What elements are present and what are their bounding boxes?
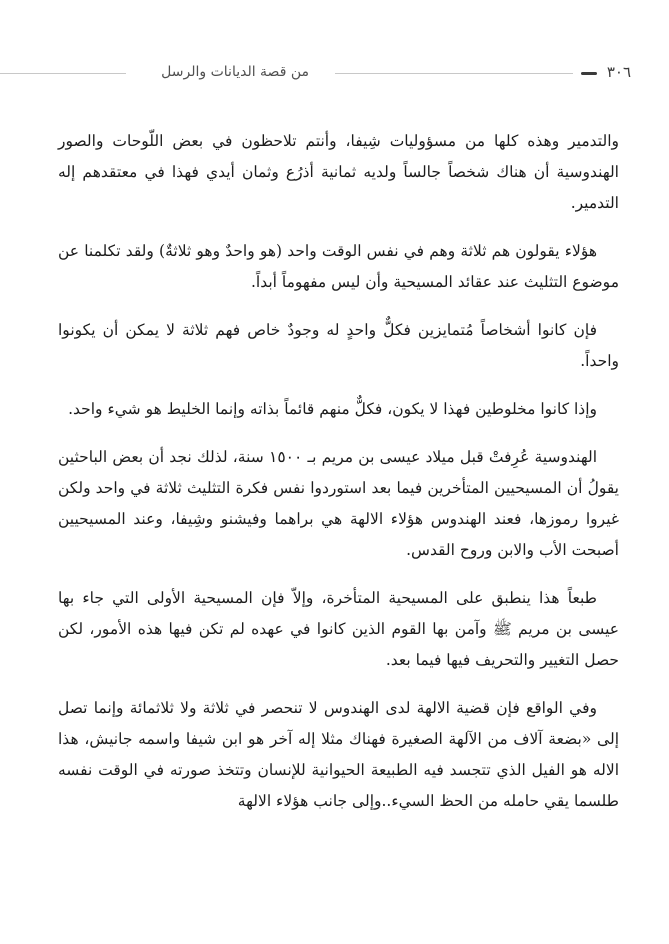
paragraph-6: طبعاً هذا ينطبق على المسيحية المتأخرة، وإلاّ فإن المسيحية الأولى التي جاء بها عيسى بن مريم ﷺ وآمن بها القوم الذين كانوا في عهده لم تكن فيها هذه الأمور، لكن حصل التغيير والتحريف فيها فيما بعد. — [58, 589, 619, 669]
page-number: ٣٠٦ — [606, 63, 631, 81]
paragraph-5: الهندوسية عُرِفتْ قبل ميلاد عيسى بن مريم بـ ١٥٠٠ سنة، لذلك نجد أن بعض الباحثين يقولُ أن المسيحيين المتأخرين فيما بعد استوردوا نفس فكرة التثليث ثلاثة في واحد ولكن غيروا رموزها، فعند الهندوس هؤلاء الالهة هي براهما وفيشنو وشِيفا، وعند المسيحيين أصبحت الأب والابن وروح القدس. — [58, 448, 619, 559]
paragraph-3: فإن كانوا أشخاصاً مُتمايزين فكلٌّ واحدٍ له وجودٌ خاص فهم ثلاثة لا يمكن أن يكونوا واحداً. — [58, 321, 619, 370]
page-number-dash — [581, 72, 597, 75]
header-rule-right — [335, 73, 573, 74]
paragraph-7: وفي الواقع فإن قضية الالهة لدى الهندوس لا تنحصر في ثلاثة ولا ثلاثمائة وإنما تصل إلى «بضعة آلاف من الآلهة الصغيرة فهناك مثلا إله آخر هو ابن شيفا واسمه جانيش، هذا الاله هو الفيل الذي تتجسد فيه الطبيعة الحيوانية للإنسان وتتخذ صورته في الوقت نفسه طلسما يقي حامله من الحظ السيء..وإلى جانب هؤلاء الالهة — [58, 699, 619, 810]
running-head — [0, 62, 669, 86]
body-text — [58, 126, 619, 834]
paragraph-2: هؤلاء يقولون هم ثلاثة وهم في نفس الوقت واحد (هو واحدٌ وهو ثلاثةٌ) ولقد تكلمنا عن موضوع التثليث عند عقائد المسيحية وأن ليس مفهوماً أبداً. — [58, 242, 619, 291]
paragraph-4: وإذا كانوا مخلوطين فهذا لا يكون، فكلٌّ منهم قائماً بذاته وإنما الخليط هو شيء واحد. — [68, 400, 597, 418]
book-title: من قصة الديانات والرسل — [161, 64, 309, 80]
header-rule-left — [0, 73, 126, 74]
paragraph-1: والتدمير وهذه كلها من مسؤوليات شِيفا، وأنتم تلاحظون في بعض اللّوحات والصور الهندوسية أن هناك شخصاً جالساً ولديه ثمانية أذرُع وثمان أيدي فهذا في معتقدهم إله التدمير. — [58, 132, 619, 212]
